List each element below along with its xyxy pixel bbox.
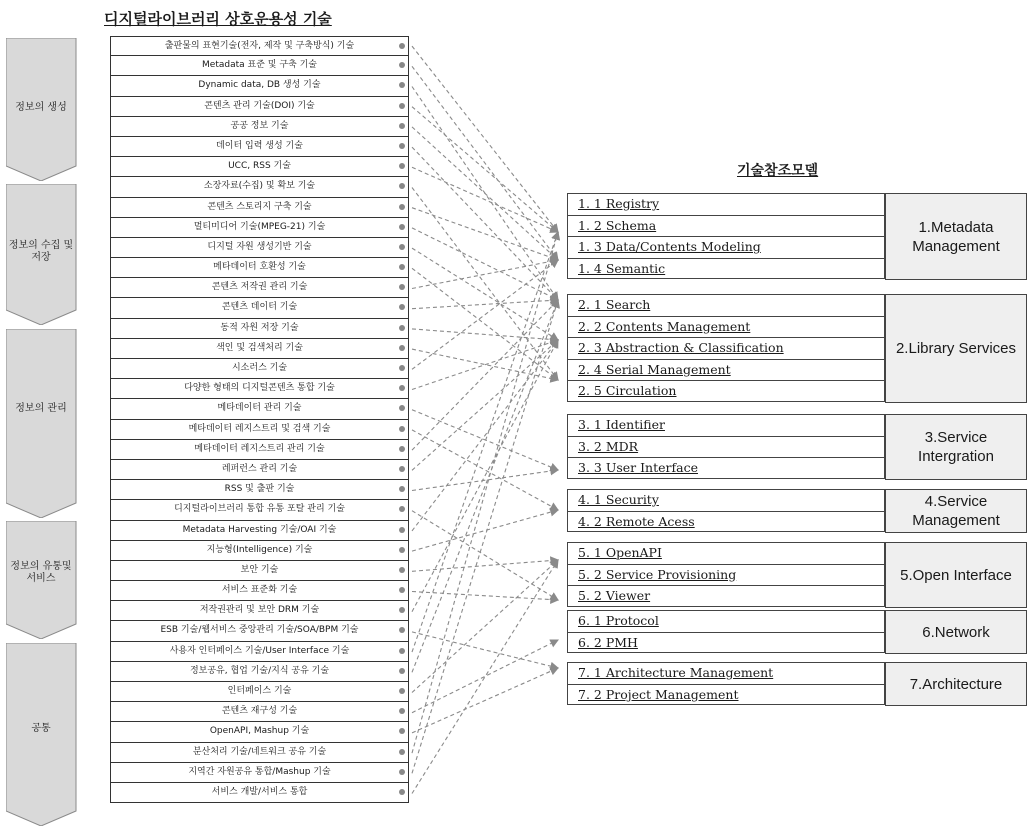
technology-item — [110, 76, 409, 96]
model-item: 1. 3 Data/Contents Modeling — [567, 236, 885, 258]
connector-dot — [399, 123, 405, 129]
connector-dot — [399, 446, 405, 452]
connector-dot — [399, 264, 405, 270]
connector-dot — [399, 668, 405, 674]
technology-label: 콘텐츠 데이터 기술 — [221, 302, 298, 313]
connector-line — [412, 329, 558, 340]
model-item: 3. 3 User Interface — [567, 457, 885, 479]
technology-item — [110, 682, 409, 702]
connector-dot — [399, 728, 405, 734]
technology-item — [110, 339, 409, 359]
model-item: 4. 1 Security — [567, 489, 885, 511]
group-label: 5.Open Interface — [885, 542, 1027, 608]
technology-label: 콘텐츠 재구성 기술 — [221, 706, 298, 717]
model-item: 2. 3 Abstraction & Classification — [567, 337, 885, 359]
technology-label: 메타데이터 관리 기술 — [217, 403, 302, 414]
technology-label: 디지털 자원 생성기반 기술 — [207, 241, 312, 252]
connector-line — [412, 511, 558, 600]
technology-item — [110, 359, 409, 379]
model-item: 2. 2 Contents Management — [567, 316, 885, 338]
technology-item — [110, 541, 409, 561]
connector-dot — [399, 244, 405, 250]
connector-dot — [399, 284, 405, 290]
technology-item — [110, 319, 409, 339]
group-label: 6.Network — [885, 610, 1027, 654]
technology-item — [110, 783, 409, 803]
technology-item — [110, 561, 409, 581]
connector-dot — [399, 405, 405, 411]
technology-list — [110, 36, 409, 803]
model-item: 5. 1 OpenAPI — [567, 542, 885, 564]
technology-item — [110, 117, 409, 137]
connector-dot — [399, 749, 405, 755]
technology-item — [110, 399, 409, 419]
connector-line — [412, 410, 558, 470]
group-items — [567, 662, 885, 705]
connector-line — [412, 632, 558, 668]
stage-chevron-distribution — [6, 521, 82, 639]
connector-dot — [399, 43, 405, 49]
connector-dot — [399, 325, 405, 331]
model-item: 2. 1 Search — [567, 294, 885, 316]
technology-item — [110, 177, 409, 197]
model-item: 5. 2 Service Provisioning — [567, 564, 885, 586]
right-diagram-title: 기술참조모델 — [737, 163, 819, 179]
model-item: 1. 4 Semantic — [567, 258, 885, 280]
stage-chevron-collection — [6, 184, 82, 325]
model-item: 6. 1 Protocol — [567, 610, 885, 632]
technology-label: 데이터 입력 생성 기술 — [216, 140, 303, 151]
model-item: 3. 1 Identifier — [567, 414, 885, 436]
connector-line — [412, 560, 558, 571]
technology-label: 정보공유, 협업 기술/지식 공유 기술 — [189, 665, 330, 676]
technology-label: RSS 및 출판 기술 — [224, 484, 295, 495]
technology-label: 지능형(Intelligence) 기술 — [206, 544, 313, 555]
group-items — [567, 610, 885, 653]
connector-dot — [399, 365, 405, 371]
connector-dot — [399, 486, 405, 492]
model-item: 1. 2 Schema — [567, 215, 885, 237]
technology-item — [110, 480, 409, 500]
technology-label: OpenAPI, Mashup 기술 — [209, 726, 310, 737]
group-label: 7.Architecture — [885, 662, 1027, 706]
connector-dot — [399, 769, 405, 775]
technology-item — [110, 157, 409, 177]
connector-line — [412, 300, 558, 672]
technology-label: 메타데이터 레지스트리 관리 기술 — [194, 443, 325, 454]
technology-item — [110, 521, 409, 541]
technology-label: Metadata Harvesting 기술/OAI 기술 — [182, 524, 337, 535]
group-label: 4.Service Management — [885, 489, 1027, 533]
connector-line — [412, 232, 558, 652]
technology-label: 레퍼런스 관리 기술 — [221, 463, 298, 474]
technology-label: 메타데이터 호환성 기술 — [213, 262, 306, 273]
group-label: 1.Metadata Management — [885, 193, 1027, 280]
connector-dot — [399, 385, 405, 391]
technology-item — [110, 298, 409, 318]
connector-line — [412, 340, 558, 390]
connector-dot — [399, 62, 405, 68]
technology-item — [110, 440, 409, 460]
technology-label: 저작권관리 및 보안 DRM 기술 — [199, 605, 320, 616]
technology-label: 메타데이터 레지스트리 및 검색 기술 — [188, 423, 331, 434]
connector-line — [412, 167, 558, 232]
technology-label: 다양한 형태의 디지털콘텐츠 통합 기술 — [184, 383, 335, 394]
connector-dot — [399, 103, 405, 109]
technology-label: 분산처리 기술/네트워크 공유 기술 — [192, 746, 327, 757]
technology-item — [110, 420, 409, 440]
stage-label: 정보의 수집 및 저장 — [8, 240, 74, 263]
stage-label: 정보의 관리 — [15, 403, 67, 414]
connector-line — [412, 127, 558, 260]
technology-label: 지역간 자원공유 통합/Mashup 기술 — [188, 766, 331, 777]
connector-dot — [399, 567, 405, 573]
technology-label: 콘텐츠 관리 기술(DOI) 기술 — [204, 100, 315, 111]
model-item: 7. 1 Architecture Management — [567, 662, 885, 684]
connector-line — [412, 268, 558, 380]
technology-label: 색인 및 검색처리 기술 — [216, 342, 303, 353]
technology-label: 소장자료(수집) 및 확보 기술 — [203, 181, 316, 192]
technology-item — [110, 722, 409, 742]
technology-label: UCC, RSS 기술 — [228, 161, 291, 172]
technology-item — [110, 662, 409, 682]
technology-label: 콘텐츠 스토리지 구축 기술 — [207, 201, 312, 212]
technology-item — [110, 379, 409, 399]
connector-line — [412, 510, 558, 551]
technology-item — [110, 198, 409, 218]
group-items — [567, 489, 885, 532]
technology-item — [110, 763, 409, 783]
technology-item — [110, 258, 409, 278]
technology-label: 서비스 표준화 기술 — [221, 585, 298, 596]
technology-item — [110, 278, 409, 298]
group-items — [567, 542, 885, 607]
connector-line — [412, 430, 558, 510]
connector-line — [412, 260, 558, 369]
model-item: 4. 2 Remote Acess — [567, 511, 885, 533]
model-item: 6. 2 PMH — [567, 632, 885, 654]
connector-line — [412, 560, 558, 693]
technology-label: 사용자 인터페이스 기술/User Interface 기술 — [169, 645, 350, 656]
model-item: 2. 5 Circulation — [567, 380, 885, 402]
technology-label: 멀티미디어 기술(MPEG-21) 기술 — [193, 221, 326, 232]
stage-label: 정보의 유통및 서비스 — [10, 561, 72, 584]
model-item: 2. 4 Serial Management — [567, 359, 885, 381]
group-items — [567, 294, 885, 402]
group-label: 2.Library Services — [885, 294, 1027, 403]
connector-dot — [399, 587, 405, 593]
technology-item — [110, 500, 409, 520]
connector-line — [412, 46, 558, 232]
connector-line — [412, 208, 558, 260]
connector-dot — [399, 789, 405, 795]
connector-dot — [399, 627, 405, 633]
stage-chevron-management — [6, 329, 82, 518]
technology-label: 공공 정보 기술 — [230, 120, 289, 131]
connector-dot — [399, 426, 405, 432]
technology-label: 서비스 개발/서비스 통합 — [211, 786, 308, 797]
stage-chevron-common — [6, 643, 82, 826]
connector-dot — [399, 607, 405, 613]
technology-item — [110, 601, 409, 621]
technology-item — [110, 460, 409, 480]
model-item: 1. 1 Registry — [567, 193, 885, 215]
technology-label: 디지털라이브러리 통합 유통 포탈 관리 기술 — [174, 504, 345, 515]
stage-chevron-creation — [6, 38, 82, 181]
connector-line — [412, 340, 558, 612]
connector-dot — [399, 143, 405, 149]
technology-item — [110, 56, 409, 76]
connector-line — [412, 300, 558, 309]
technology-item — [110, 97, 409, 117]
connector-dot — [399, 163, 405, 169]
group-items — [567, 414, 885, 479]
left-diagram-title: 디지털라이브러리 상호운용성 기술 — [104, 10, 332, 28]
technology-item — [110, 621, 409, 641]
connector-line — [412, 340, 558, 531]
technology-label: 보안 기술 — [240, 564, 279, 575]
technology-label: 콘텐츠 저작권 관리 기술 — [211, 282, 308, 293]
connector-dot — [399, 224, 405, 230]
connector-dot — [399, 547, 405, 553]
connector-dot — [399, 204, 405, 210]
connector-dot — [399, 304, 405, 310]
technology-label: Dynamic data, DB 생성 기술 — [198, 80, 321, 91]
connector-line — [412, 340, 558, 470]
technology-item — [110, 743, 409, 763]
connector-dot — [399, 82, 405, 88]
connector-dot — [399, 708, 405, 714]
model-item: 5. 2 Viewer — [567, 585, 885, 607]
connector-dot — [399, 648, 405, 654]
technology-item — [110, 218, 409, 238]
technology-item — [110, 581, 409, 601]
connector-line — [412, 66, 558, 260]
technology-label: 동적 자원 저장 기술 — [220, 322, 299, 333]
connector-dot — [399, 183, 405, 189]
model-item: 3. 2 MDR — [567, 436, 885, 458]
technology-item — [110, 642, 409, 662]
stage-label: 정보의 생성 — [15, 102, 67, 113]
technology-item — [110, 238, 409, 258]
technology-label: 출판물의 표현기술(전자, 제작 및 구축방식) 기술 — [164, 41, 355, 51]
connector-dot — [399, 466, 405, 472]
technology-item — [110, 36, 409, 56]
connector-dot — [399, 345, 405, 351]
group-items — [567, 193, 885, 279]
technology-label: 시소러스 기술 — [231, 363, 288, 373]
technology-item — [110, 702, 409, 722]
connector-dot — [399, 506, 405, 512]
technology-label: 인터페이스 기술 — [227, 686, 292, 696]
group-label: 3.Service Intergration — [885, 414, 1027, 480]
stage-label: 공통 — [31, 723, 51, 734]
connector-dot — [399, 688, 405, 694]
model-item: 7. 2 Project Management — [567, 684, 885, 706]
technology-label: Metadata 표준 및 구축 기술 — [202, 60, 317, 71]
technology-item — [110, 137, 409, 157]
connector-dot — [399, 527, 405, 533]
connector-line — [412, 232, 558, 753]
technology-label: ESB 기술/웹서비스 중앙관리 기술/SOA/BPM 기술 — [160, 625, 359, 636]
